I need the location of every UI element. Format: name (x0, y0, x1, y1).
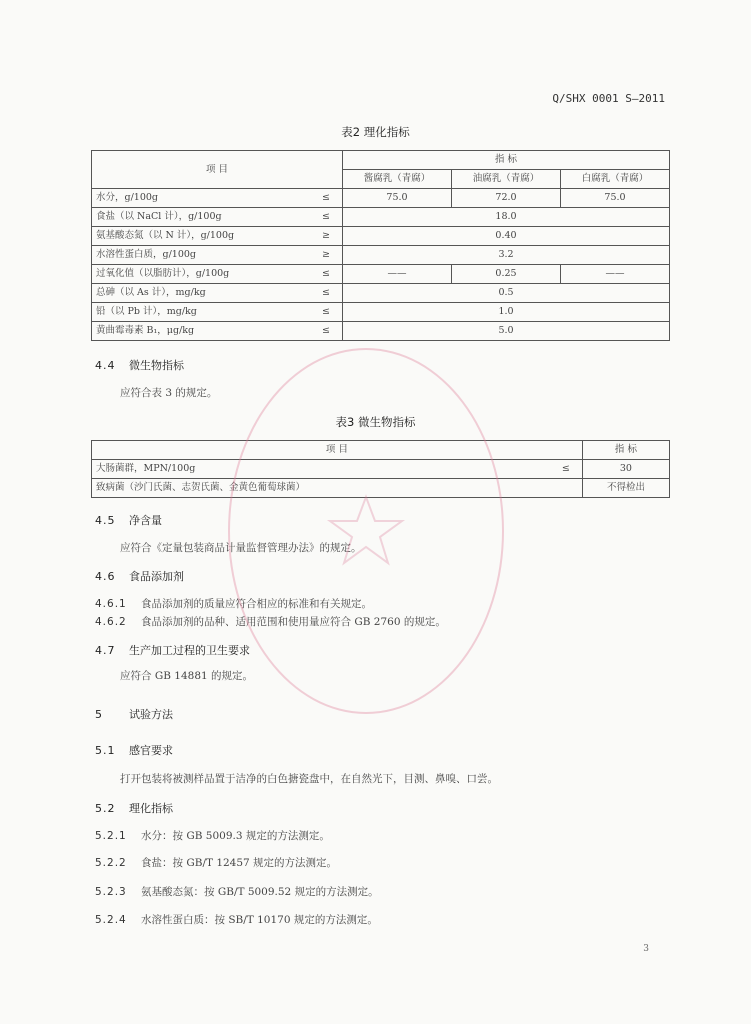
table-cell-value: 0.25 (452, 265, 561, 284)
table-cell-value: 0.5 (343, 284, 670, 303)
table-cell-value: 不得检出 (582, 479, 669, 498)
section-number: 5.1 (95, 744, 116, 757)
section-number: 5 (95, 708, 103, 721)
table-row (92, 189, 670, 208)
clause-number: 5.2.3 (95, 886, 127, 898)
table3-caption: 表3 微生物指标 (335, 415, 416, 429)
clause (95, 828, 330, 843)
table-row (92, 265, 670, 284)
table-cell-symbol: ≤ (307, 265, 343, 284)
paragraph: 打开包装将被测样品置于洁净的白色搪瓷盘中，在自然光下，目测、鼻嗅、口尝。 (120, 773, 498, 785)
table-row (92, 227, 670, 246)
table-cell-value: 75.0 (343, 189, 452, 208)
table-row (92, 322, 670, 341)
table-row (92, 303, 670, 322)
clause (95, 614, 446, 629)
paragraph: 应符合表 3 的规定。 (120, 387, 218, 399)
table2-subheader: 白腐乳（青腐） (561, 170, 670, 189)
section-title: 微生物指标 (129, 359, 184, 372)
table-row (92, 479, 670, 498)
table-cell-item: 致病菌（沙门氏菌、志贺氏菌、金黄色葡萄球菌） (92, 479, 583, 498)
table-cell-item: 黄曲霉毒素 B₁，μg/kg (92, 322, 307, 341)
table-cell-value: —— (561, 265, 670, 284)
section-title: 食品添加剂 (129, 570, 184, 583)
company-stamp (228, 348, 504, 714)
table-cell-value: 1.0 (343, 303, 670, 322)
clause-number: 5.2.1 (95, 830, 127, 842)
section-number: 4.5 (95, 514, 116, 527)
table-cell-symbol: ≥ (307, 227, 343, 246)
section-number: 4.7 (95, 644, 116, 657)
table-cell-value: 0.40 (343, 227, 670, 246)
document-code: Q/SHX 0001 S—2011 (552, 92, 665, 105)
section-title: 试验方法 (129, 708, 173, 721)
section-number: 4.6 (95, 570, 116, 583)
clause-number: 4.6.1 (95, 598, 127, 610)
clause-number: 4.6.2 (95, 616, 127, 628)
star-icon (326, 491, 406, 571)
table-row (92, 460, 670, 479)
clause-number: 5.2.2 (95, 857, 127, 869)
page-number: 3 (643, 944, 649, 954)
section-heading (95, 706, 173, 722)
table2-subheader: 油腐乳（青腐） (452, 170, 561, 189)
table-row (92, 246, 670, 265)
table-cell-value: 75.0 (561, 189, 670, 208)
section-heading (95, 642, 250, 658)
table3-microbiological (91, 440, 670, 498)
table-cell-value: 18.0 (343, 208, 670, 227)
table-cell-item: 水溶性蛋白质，g/100g (92, 246, 307, 265)
table2-header-index: 指 标 (343, 151, 670, 170)
table-cell-item: 铅（以 Pb 计），mg/kg (92, 303, 307, 322)
table-cell-value: 5.0 (343, 322, 670, 341)
table-cell-value: 30 (582, 460, 669, 479)
table2-subheader: 酱腐乳（青腐） (343, 170, 452, 189)
section-title: 感官要求 (129, 744, 173, 757)
section-number: 4.4 (95, 359, 116, 372)
table-cell-symbol: ≤ (307, 208, 343, 227)
table-cell-value: 3.2 (343, 246, 670, 265)
table2-header-item: 项 目 (92, 151, 343, 189)
table-cell-symbol: ≤ (307, 322, 343, 341)
section-heading (95, 800, 173, 816)
table-cell-symbol: ≥ (307, 246, 343, 265)
clause (95, 884, 379, 899)
table-cell-item: 过氧化值（以脂肪计），g/100g (92, 265, 307, 284)
section-heading (95, 512, 162, 528)
table-row (92, 284, 670, 303)
section-title: 理化指标 (129, 802, 173, 815)
table-cell-symbol: ≤ (307, 284, 343, 303)
clause-text: 水溶性蛋白质：按 SB/T 10170 规定的方法测定。 (141, 914, 378, 926)
table3-header-index: 指 标 (582, 441, 669, 460)
table2-physicochemical (91, 150, 670, 341)
table3-header-item: 项 目 (92, 441, 583, 460)
section-title: 净含量 (129, 514, 162, 527)
paragraph: 应符合《定量包装商品计量监督管理办法》的规定。 (120, 542, 362, 554)
table2-caption: 表2 理化指标 (341, 125, 410, 139)
table-cell-item: 大肠菌群，MPN/100g (92, 460, 492, 479)
table-cell-symbol: ≤ (307, 303, 343, 322)
clause-number: 5.2.4 (95, 914, 127, 926)
section-heading (95, 357, 184, 373)
clause (95, 912, 378, 927)
clause-text: 食品添加剂的质量应符合相应的标准和有关规定。 (141, 598, 372, 610)
table-cell-item: 水分，g/100g (92, 189, 307, 208)
table-cell-value: 72.0 (452, 189, 561, 208)
table-cell-item: 食盐（以 NaCl 计），g/100g (92, 208, 307, 227)
table-cell-item: 氨基酸态氮（以 N 计），g/100g (92, 227, 307, 246)
clause-text: 氨基酸态氮：按 GB/T 5009.52 规定的方法测定。 (141, 886, 379, 898)
clause (95, 596, 372, 611)
section-title: 生产加工过程的卫生要求 (129, 644, 250, 657)
section-number: 5.2 (95, 802, 116, 815)
table-cell-symbol: ≤ (307, 189, 343, 208)
clause-text: 食品添加剂的品种、适用范围和使用量应符合 GB 2760 的规定。 (141, 616, 446, 628)
paragraph: 应符合 GB 14881 的规定。 (120, 670, 254, 682)
table-cell-item: 总砷（以 As 计），mg/kg (92, 284, 307, 303)
table-cell-value: —— (343, 265, 452, 284)
section-heading (95, 568, 184, 584)
clause-text: 食盐：按 GB/T 12457 规定的方法测定。 (141, 857, 338, 869)
clause-text: 水分：按 GB 5009.3 规定的方法测定。 (141, 830, 330, 842)
clause (95, 855, 337, 870)
table-row (92, 208, 670, 227)
section-heading (95, 742, 173, 758)
table-cell-symbol: ≤ (492, 460, 583, 479)
